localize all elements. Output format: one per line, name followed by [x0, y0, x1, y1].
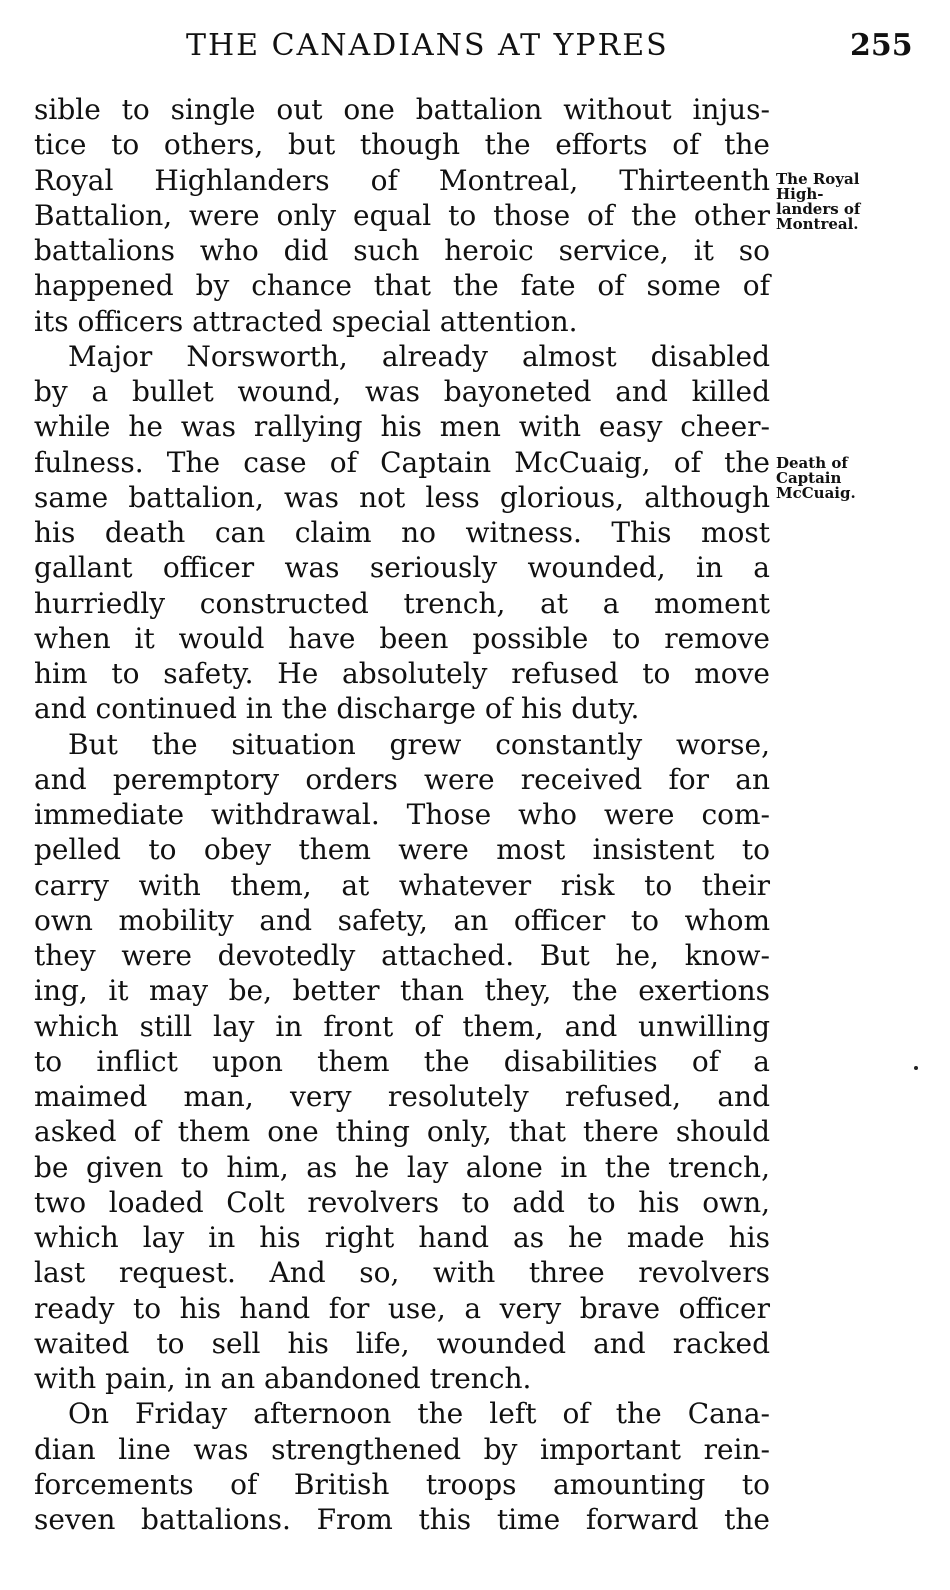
text-line: when it would have been possible to remove: [34, 621, 770, 655]
text-line: same battalion, was not less glorious, although: [34, 480, 770, 514]
side-note-line: Captain: [776, 469, 842, 487]
text-line: Royal Highlanders of Montreal, Thirteenth: [34, 163, 770, 197]
text-line: battalions who did such heroic service, it so: [34, 234, 770, 267]
text-line: which lay in his right hand as he made his: [34, 1221, 770, 1254]
text-line: with pain, in an abandoned trench.: [34, 1362, 532, 1395]
page-header: [0, 24, 950, 68]
side-note-line: Death of: [776, 454, 848, 472]
text-line: maimed man, very resolutely refused, and: [34, 1080, 770, 1113]
text-line: hurriedly constructed trench, at a moment: [34, 586, 770, 620]
text-line: fulness. The case of Captain McCuaig, of the: [34, 445, 770, 479]
text-line: him to safety. He absolutely refused to move: [34, 657, 770, 690]
page-number: 255: [850, 28, 913, 63]
text-line: and peremptory orders were received for an: [34, 762, 770, 796]
text-line: own mobility and safety, an officer to whom: [34, 903, 770, 937]
text-line: its officers attracted special attention.: [34, 304, 578, 338]
text-line: they were devotedly attached. But he, know-: [34, 939, 770, 972]
text-line: be given to him, as he lay alone in the trench,: [34, 1150, 770, 1184]
text-line: pelled to obey them were most insistent to: [34, 833, 770, 867]
side-note-line: McCuaig.: [776, 484, 856, 502]
text-line: But the situation grew constantly worse,: [68, 727, 770, 761]
text-line: by a bullet wound, was bayoneted and killed: [34, 375, 770, 408]
text-line: carry with them, at whatever risk to their: [34, 868, 770, 902]
text-line: to inflict upon them the disabilities of a: [34, 1044, 770, 1078]
side-note-line: Montreal.: [776, 215, 859, 233]
text-line: Battalion, were only equal to those of the other: [34, 198, 770, 232]
ink-speck: [914, 1066, 918, 1070]
text-line: two loaded Colt revolvers to add to his own,: [34, 1185, 770, 1219]
text-line: immediate withdrawal. Those who were com-: [34, 798, 770, 831]
side-note-line: landers of: [776, 200, 861, 218]
text-line: seven battalions. From this time forward the: [34, 1503, 770, 1536]
text-line: tice to others, but though the efforts of the: [34, 128, 770, 162]
text-line: waited to sell his life, wounded and racked: [34, 1326, 770, 1360]
text-line: asked of them one thing only, that there should: [34, 1115, 770, 1149]
text-line: gallant officer was seriously wounded, in a: [34, 551, 770, 585]
text-line: happened by chance that the fate of some of: [34, 269, 770, 303]
text-line: and continued in the discharge of his duty.: [34, 692, 640, 726]
text-line: which still lay in front of them, and unwilling: [34, 1009, 770, 1043]
text-line: On Friday afternoon the left of the Cana-: [68, 1397, 770, 1431]
side-note-royal-highlanders: [776, 172, 916, 232]
side-note-mccuaig: [776, 456, 916, 501]
text-line: ready to his hand for use, a very brave officer: [34, 1291, 770, 1325]
text-line: his death can claim no witness. This most: [34, 516, 770, 549]
text-line: ing, it may be, better than they, the exertions: [34, 974, 770, 1008]
text-line: Major Norsworth, already almost disabled: [68, 339, 770, 373]
text-line: sible to single out one battalion without injus-: [34, 93, 770, 126]
text-line: while he was rallying his men with easy cheer-: [34, 410, 770, 444]
text-line: forcements of British troops amounting to: [34, 1467, 770, 1501]
side-note-line: The Royal: [776, 170, 860, 188]
text-line: last request. And so, with three revolvers: [34, 1256, 770, 1290]
running-title: THE CANADIANS AT YPRES: [186, 28, 669, 63]
text-line: dian line was strengthened by important rein-: [34, 1432, 770, 1466]
body-text: [34, 92, 770, 1537]
side-note-line: High-: [776, 185, 824, 203]
